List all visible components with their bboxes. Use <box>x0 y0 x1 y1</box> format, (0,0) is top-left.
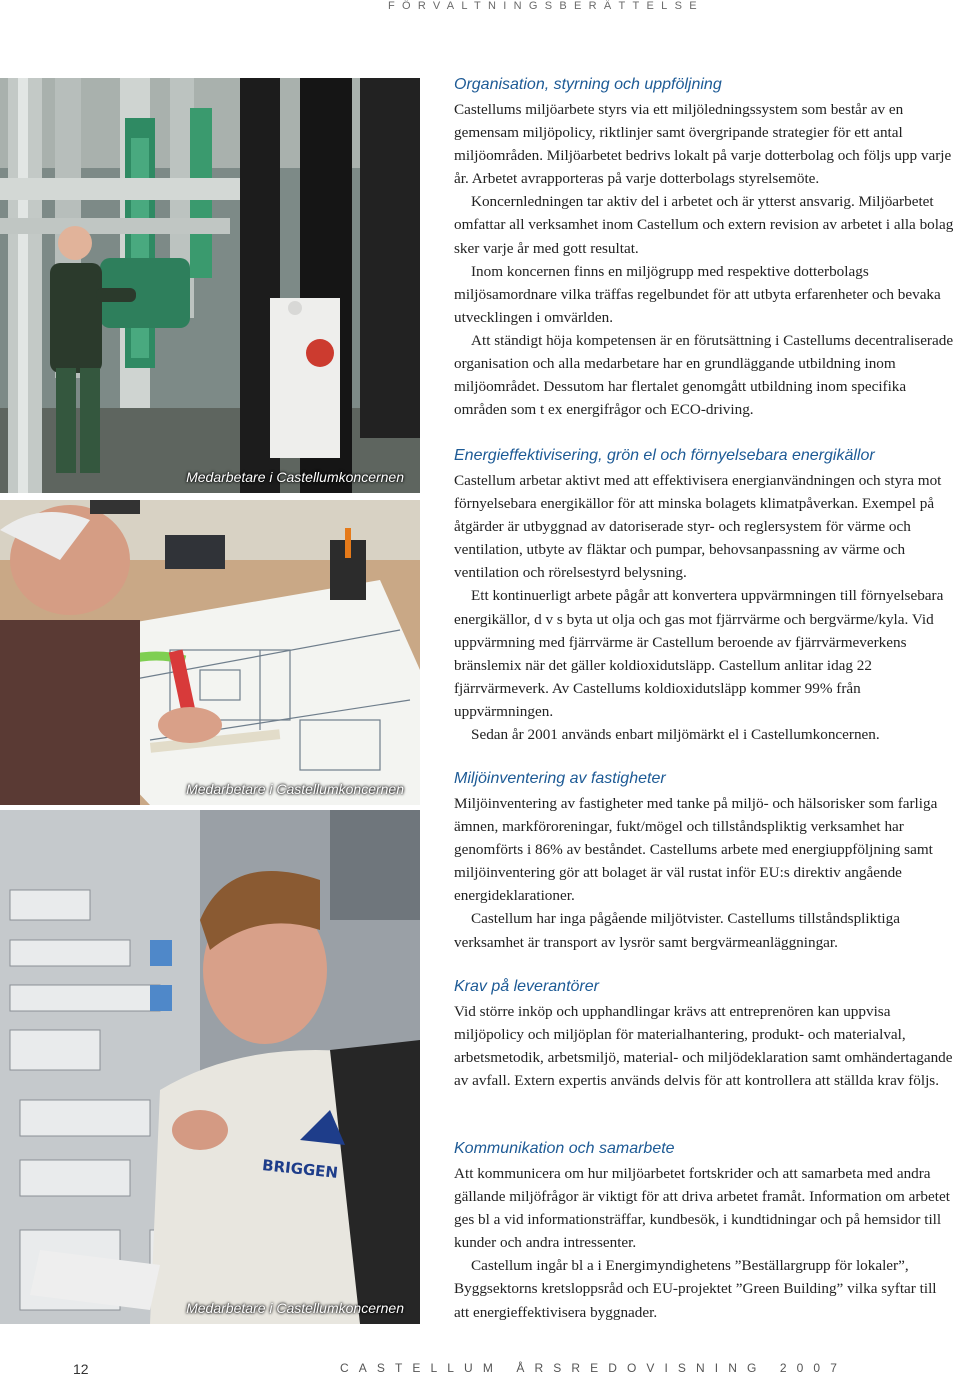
paragraph: Miljöinventering av fastigheter med tanke på miljö- och hälsorisker som farliga ämnen, markföroreningar, fukt/mögel och tillståndspliktig verksamhet har genomförts i 86% av beståndet. Castellums arbete med energiuppföljning samt miljöinventering gör att bolaget är väl rustat inför EU:s direktiv angående energideklarationer. <box>454 795 938 905</box>
paragraph: Ett kontinuerligt arbete pågår att konvertera uppvärmningen till förnyelsebara energikällor, d v s byta ut olja och gas mot fjärrvärme och bergvärme/kyla. Vid uppvärmning med fjärrvärme är Castellum beroende av fjärrvärmeverkens bränslemix när det gäller koldioxidutsläpp. Castellum anlitar idag 22 fjärrvärmeverk. Av Castellums koldioxidutsläpp kommer 99% från uppvärmningen. <box>454 587 944 720</box>
paragraph: Inom koncernen finns en miljögrupp med respektive dotterbolags miljösamordnare vilka träffas regelbundet för att utbyta erfarenheter och bevaka utvecklingen i omvärlden. <box>454 262 941 326</box>
page-number: 12 <box>73 1361 89 1377</box>
drawings-illustration <box>0 500 420 805</box>
section-organisation <box>454 75 954 421</box>
electrical-cabinet-illustration <box>0 810 420 1324</box>
section-heading: Kommunikation och samarbete <box>454 1140 675 1157</box>
paragraph: Att kommunicera om hur miljöarbetet fortskrider och att samarbeta med andra gällande miljöfrågor är viktigt för att driva arbetet framåt. Information om arbetet ges bl a vid informationsträffar, kundbesök, i kundtidningar och på hemsidor till kunder och andra intressenter. <box>454 1165 950 1252</box>
photo-caption: Medarbetare i Castellumkoncernen <box>186 781 404 797</box>
briggen-logo-text: BRIGGEN <box>261 1156 339 1182</box>
section-heading: Krav på leverantörer <box>454 978 599 995</box>
running-foot: CASTELLUM ÅRSREDOVISNING 2007 <box>340 1361 847 1375</box>
section-heading: Organisation, styrning och uppföljning <box>454 76 722 93</box>
section-heading: Miljöinventering av fastigheter <box>454 770 666 787</box>
boiler-room-illustration <box>0 78 420 493</box>
photo-caption: Medarbetare i Castellumkoncernen <box>186 1300 404 1316</box>
paragraph: Vid större inköp och upphandlingar krävs att entreprenören kan uppvisa miljöpolicy och miljöplan för materialhantering, produkt- och materialval, arbetsmetodik, arbetsmiljö, material- och miljödeklaration samt omhändertagande av avfall. Extern expertis används delvis för att kontrollera att ställda krav följs. <box>454 1003 953 1090</box>
paragraph: Koncernledningen tar aktiv del i arbetet och är ytterst ansvarig. Miljöarbetet omfattar all verksamhet inom Castellum och extern revision av arbetet i alla bolag sker varje år med gott resultat. <box>454 193 954 257</box>
photo-electrical-cabinet <box>0 810 420 1324</box>
section-communication <box>454 1139 954 1324</box>
photo-caption: Medarbetare i Castellumkoncernen <box>186 469 404 485</box>
paragraph: Castellum har inga pågående miljötvister. Castellums tillståndspliktiga verksamhet är transport av lysrör samt bergvärmeanläggningar. <box>454 910 900 951</box>
running-head: FÖRVALTNINGSBERÄTTELSE <box>388 0 704 12</box>
paragraph: Att ständigt höja kompetensen är en förutsättning i Castellums decentraliserade organisation och alla medarbetare har en grundläggande utbildning inom miljöområdet. Dessutom har flertalet genomgått utbildning inom specifika områden som t ex energifrågor och ECO-driving. <box>454 331 954 419</box>
section-environmental-inventory <box>454 769 954 954</box>
photo-boiler-room <box>0 78 420 493</box>
paragraph: Castellum arbetar aktivt med att effektivisera energianvändningen och styra mot förnyelsebara energikällor för att minska bolagets klimatpåverkan. Exempel på åtgärder är utbyggnad av datoriserade styr- och reglersystem för värme och ventilation, utbyte av fläktar och pumpar, behovsanpassning av värme och ventilation och rörelsestyrd belysning. <box>454 472 942 582</box>
photo-drawings <box>0 500 420 805</box>
paragraph: Castellums miljöarbete styrs via ett miljöledningssystem som består av en gemensam miljöpolicy, riktlinjer samt övergripande strategier för ett antal miljöområden. Miljöarbetet bedrivs lokalt på varje dotterbolag och följs upp varje år. Arbetet avrapporteras på varje dotterbolags styrelsemöte. <box>454 101 952 188</box>
paragraph: Sedan år 2001 används enbart miljömärkt el i Castellumkoncernen. <box>471 726 880 744</box>
section-energy <box>454 446 954 746</box>
section-heading: Energieffektivisering, grön el och förnyelsebara energikällor <box>454 447 875 464</box>
section-supplier-requirements <box>454 977 954 1092</box>
paragraph: Castellum ingår bl a i Energimyndighetens ”Beställargrupp för lokaler”, Byggsektorns kretsloppsråd och EU-projektet ”Green Building” vilka syftar till att energieffektivisera byggnader. <box>454 1257 937 1321</box>
